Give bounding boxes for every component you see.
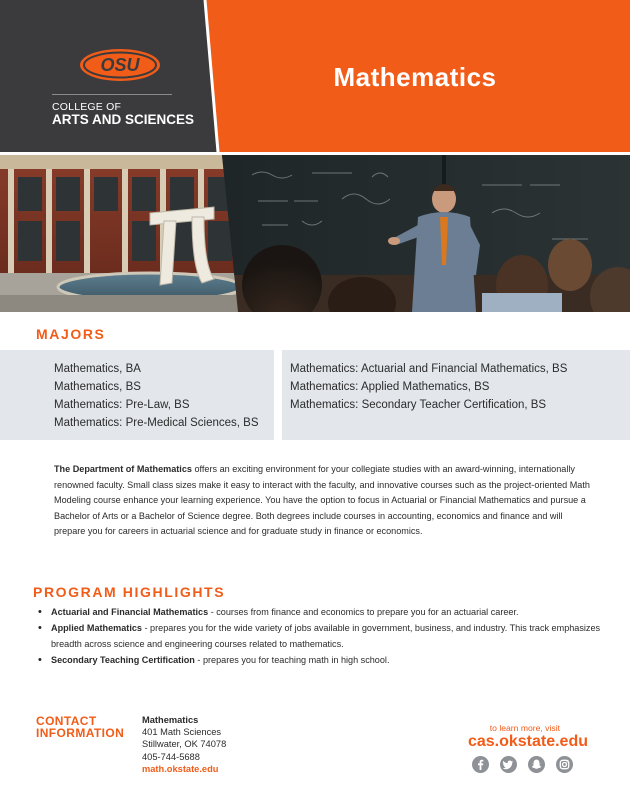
- osu-logo: [78, 46, 162, 84]
- contact-name: Mathematics: [142, 715, 199, 725]
- lecture-photo: [222, 155, 630, 312]
- highlight-text: - courses from finance and economics to prepare you for an actuarial career.: [208, 607, 519, 617]
- contact-details: [142, 714, 226, 775]
- instagram-icon[interactable]: [556, 756, 573, 773]
- highlight-item: [36, 652, 606, 668]
- page-title: Mathematics: [333, 62, 497, 92]
- majors-list-right: [290, 360, 567, 414]
- learn-more-label: to learn more, visit: [489, 723, 560, 733]
- majors-heading: MAJORS: [36, 326, 106, 342]
- description-lead: The Department of Mathematics: [54, 464, 192, 474]
- facebook-icon[interactable]: [472, 756, 489, 773]
- major-item: Mathematics: Secondary Teacher Certification, BS: [290, 399, 547, 411]
- highlight-text: - prepares you for teaching math in high school.: [194, 655, 390, 665]
- contact-heading-line2: INFORMATION: [36, 726, 125, 740]
- majors-list-left: [54, 360, 259, 432]
- major-item: Mathematics: Actuarial and Financial Mathematics, BS: [290, 363, 568, 375]
- contact-heading-line1: CONTACT: [36, 714, 97, 728]
- major-item: Mathematics: Pre-Law, BS: [54, 399, 190, 411]
- highlight-item: [36, 620, 606, 652]
- contact-heading: [36, 715, 124, 739]
- major-item: Mathematics, BA: [54, 363, 141, 375]
- logo-text: OSU: [100, 55, 140, 75]
- major-item: Mathematics: Pre-Medical Sciences, BS: [54, 417, 259, 429]
- highlights-list: [36, 604, 606, 668]
- logo-rule: [52, 94, 172, 95]
- college-of-label: COLLEGE OF: [52, 101, 122, 113]
- highlight-item: [36, 604, 606, 620]
- site-url-link[interactable]: cas.okstate.edu: [467, 733, 588, 750]
- contact-address-line2: Stillwater, OK 74078: [142, 739, 227, 750]
- major-item: Mathematics: Applied Mathematics, BS: [290, 381, 490, 393]
- pi-sculpture-photo: [0, 155, 238, 312]
- highlights-heading: PROGRAM HIGHLIGHTS: [33, 584, 226, 600]
- highlight-term: Secondary Teaching Certification: [51, 655, 195, 665]
- contact-address-line1: 401 Math Sciences: [142, 727, 222, 738]
- highlight-term: Applied Mathematics: [51, 623, 142, 633]
- college-name: ARTS AND SCIENCES: [52, 112, 195, 127]
- highlight-text: - prepares you for the wide variety of jobs available in government, business, and industry. This track emphasizes breadth across science and engineering courses related to mathematics.: [51, 623, 601, 649]
- contact-website-link[interactable]: math.okstate.edu: [142, 763, 219, 774]
- snapchat-icon[interactable]: [528, 756, 545, 773]
- highlight-term: Actuarial and Financial Mathematics: [51, 607, 209, 617]
- description-body: offers an exciting environment for your collegiate studies with an award-winning, internationally renowned faculty. Small class sizes make it easy to interact with the faculty, and innovative courses such as the project-oriented Math Modeling course enhance your learning experience. You have the option to focus in Actuarial or Financial Mathematics and pursue a Bachelor of Arts or a Bachelor of Science degree. Both degrees include courses in accounting, economics and finance and will prepare you for careers in actuarial science and for graduate study in finance or economics.: [54, 464, 590, 537]
- major-item: Mathematics, BS: [54, 381, 141, 393]
- contact-phone[interactable]: 405-744-5688: [142, 751, 200, 762]
- department-description: [54, 462, 594, 540]
- twitter-icon[interactable]: [500, 756, 517, 773]
